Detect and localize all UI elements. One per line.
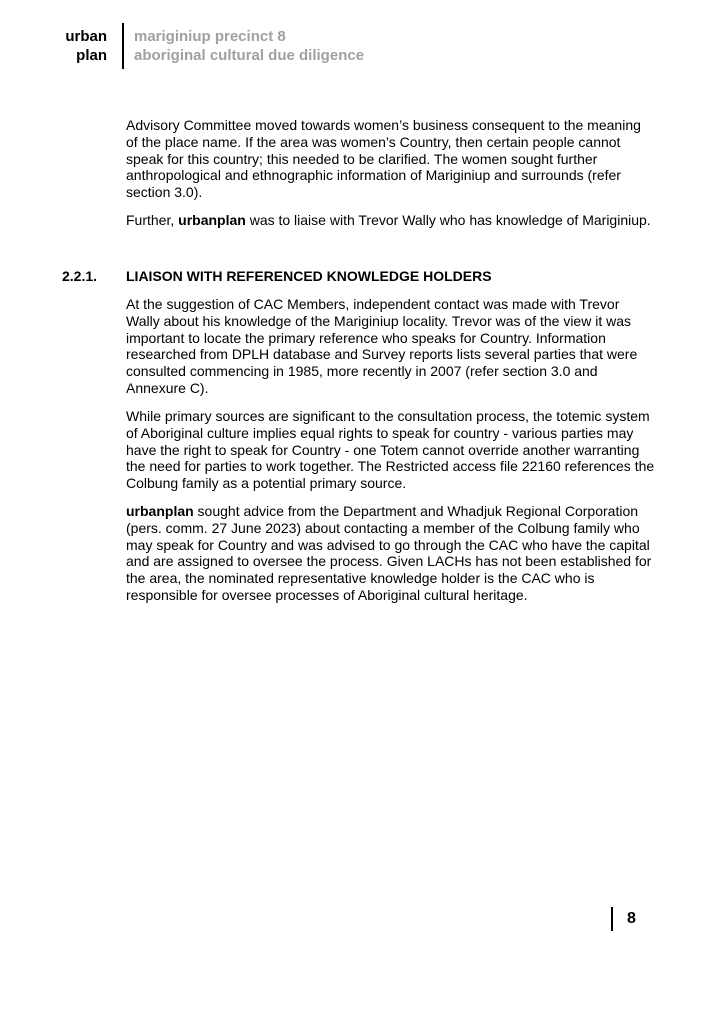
header-brand: [27, 27, 107, 65]
paragraph-text: [126, 503, 656, 604]
paragraph-body-text: was to liaise with Trevor Wally who has knowledge of Mariginiup.: [245, 212, 651, 228]
paragraph-body-text: sought advice from the Department and Whadjuk Regional Corporation (pers. comm. 27 June 2023) about contacting a member of the Colbung family who may speak for Country and was advised to go through the CAC who have the capital and are assigned to oversee the process. Given LACHs has not been established for the area, the nominated representative knowledge holder is the CAC who is responsible for oversee processes of Aboriginal cultural heritage.: [126, 503, 652, 603]
page-number: 8: [627, 910, 636, 927]
brand-line-urban: urban: [65, 28, 107, 45]
paragraph-totemic-system: [126, 408, 656, 492]
doc-title-line1: mariginiup precinct 8: [134, 28, 286, 45]
urbanplan-bold-text: urbanplan: [126, 503, 194, 519]
paragraph-text: At the suggestion of CAC Members, independent contact was made with Trevor Wally about his knowledge of the Mariginiup locality. Trevor was of the view it was important to locate the primary reference who speaks for Country. Information researched from DPLH database and Survey reports lists several parties that were consulted commencing in 1985, more recently in 2007 (refer section 3.0 and Annexure C).: [126, 296, 638, 396]
header-divider: [122, 23, 124, 69]
section-heading: [62, 268, 492, 285]
paragraph-lead-text: Further,: [126, 212, 179, 228]
section-title: LIAISON WITH REFERENCED KNOWLEDGE HOLDERS: [126, 268, 492, 284]
paragraph-text: [126, 212, 656, 229]
paragraph-cac-suggestion: [126, 296, 656, 397]
section-number: 2.2.1.: [62, 268, 98, 284]
paragraph-liaise-trevor: [126, 212, 656, 229]
paragraph-text: Advisory Committee moved towards women’s business consequent to the meaning of the place name. If the area was women’s Country, then certain people cannot speak for this country; this needed to be clarified. The women sought further anthropological and ethnographic information of Mariginiup and surrounds (refer section 3.0).: [126, 117, 641, 201]
urbanplan-bold-text: urbanplan: [178, 212, 246, 228]
paragraph-text: While primary sources are significant to the consultation process, the totemic system of Aboriginal culture implies equal rights to speak for country - various parties may have the right to speak for Country - one Totem cannot override another warranting the need for parties to work together. The Restricted access file 22160 references the Colbung family as a potential primary source.: [126, 408, 655, 492]
doc-title-line2: aboriginal cultural due diligence: [134, 47, 365, 64]
brand-line-plan: plan: [76, 47, 107, 64]
header-document-title: [134, 27, 364, 65]
footer-divider: [611, 907, 613, 931]
paragraph-advisory-committee: [126, 117, 656, 201]
paragraph-whadjuk-advice: [126, 503, 656, 604]
